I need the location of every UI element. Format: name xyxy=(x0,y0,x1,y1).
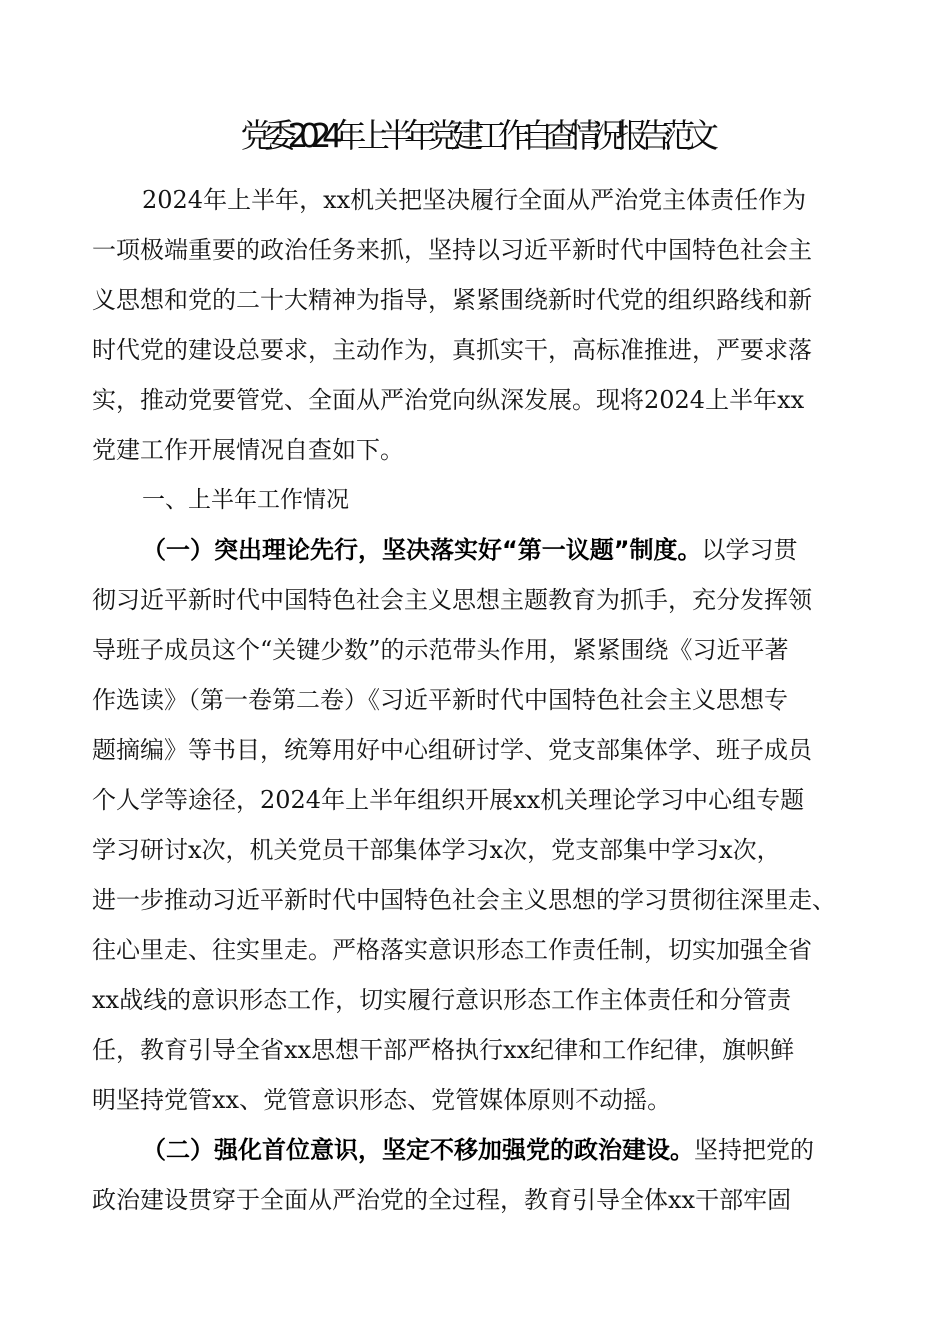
sub1-line-7: 学习研讨x次，机关党员干部集体学习x次，党支部集中学习x次， xyxy=(92,836,781,864)
sub1-line-2: 彻习近平新时代中国特色社会主义思想主题教育为抓手，充分发挥领 xyxy=(92,586,812,614)
sub1-line-9: 往心里走、往实里走。严格落实意识形态工作责任制，切实加强全省 xyxy=(92,936,812,964)
sub2-line-2: 政治建设贯穿于全面从严治党的全过程，教育引导全体xx干部牢固 xyxy=(92,1186,792,1214)
document-title: 党委2024年上半年党建工作自查情况报告范文 xyxy=(240,116,710,155)
sub1-line-3: 导班子成员这个“关键少数”的示范带头作用，紧紧围绕《习近平著 xyxy=(92,636,789,664)
sub1-bold-lead: （一）突出理论先行，坚决落实好“第一议题”制度。 xyxy=(142,536,702,564)
intro-line-2: 一项极端重要的政治任务来抓，坚持以习近平新时代中国特色社会主 xyxy=(92,236,812,264)
sub1-line-12: 明坚持党管xx、党管意识形态、党管媒体原则不动摇。 xyxy=(92,1086,672,1114)
intro-line-3: 义思想和党的二十大精神为指导，紧紧围绕新时代党的组织路线和新 xyxy=(92,286,812,314)
sub1-line-4: 作选读》（第一卷第二卷）《习近平新时代中国特色社会主义思想专 xyxy=(92,686,788,714)
intro-line-6: 党建工作开展情况自查如下。 xyxy=(92,436,404,464)
intro-line-4: 时代党的建设总要求，主动作为，真抓实干，高标准推进，严要求落 xyxy=(92,336,812,364)
sub1-line-10: xx战线的意识形态工作，切实履行意识形态工作主体责任和分管责 xyxy=(92,986,792,1014)
intro-line-1: 2024年上半年，xx机关把坚决履行全面从严治党主体责任作为 xyxy=(142,186,807,214)
intro-line-5: 实，推动党要管党、全面从严治党向纵深发展。现将2024上半年xx xyxy=(92,386,805,414)
section-heading: 一、上半年工作情况 xyxy=(142,487,349,513)
sub1-first-line-rest: 以学习贯 xyxy=(701,536,798,564)
sub1-line-8: 进一步推动习近平新时代中国特色社会主义思想的学习贯彻往深里走、 xyxy=(92,886,836,914)
sub1-line-6: 个人学等途径，2024年上半年组织开展xx机关理论学习中心组专题 xyxy=(92,786,805,814)
sub2-first-line xyxy=(142,1132,814,1168)
sub1-line-11: 任，教育引导全省xx思想干部严格执行xx纪律和工作纪律，旗帜鲜 xyxy=(92,1036,795,1064)
sub1-first-line xyxy=(142,532,798,568)
sub2-bold-lead: （二）强化首位意识，坚定不移加强党的政治建设。 xyxy=(142,1136,694,1164)
sub2-first-line-rest: 坚持把党的 xyxy=(694,1136,814,1164)
sub1-line-5: 题摘编》等书目，统筹用好中心组研讨学、党支部集体学、班子成员 xyxy=(92,736,812,764)
